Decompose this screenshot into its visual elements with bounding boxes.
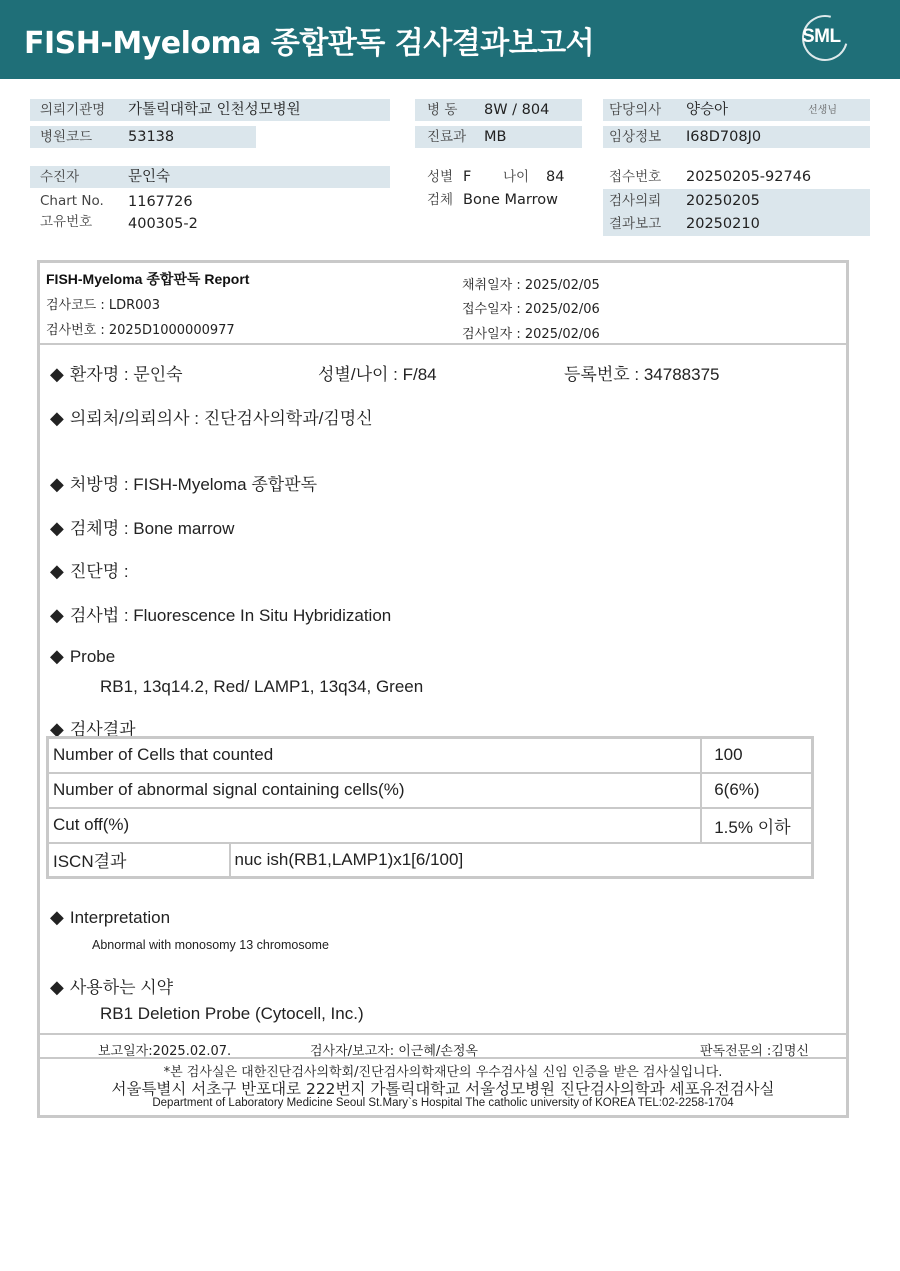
diamond-icon: ◆ xyxy=(50,474,64,494)
report-header xyxy=(0,0,900,79)
doctor-suffix: 선생님 xyxy=(808,105,837,116)
hospital-value: 가톨릭대학교 인천성모병원 xyxy=(128,102,301,118)
sex-age: 성별/나이 : F/84 xyxy=(318,365,437,384)
receipt-label: 접수번호 xyxy=(609,169,662,185)
code-label: 병원코드 xyxy=(40,129,93,145)
chart-label: Chart No. xyxy=(40,193,104,209)
diamond-icon: ◆ xyxy=(50,605,64,625)
referrer: 의뢰처/의뢰의사 : 진단검사의학과/김명신 xyxy=(69,409,373,428)
test-date: 검사일자 : 2025/02/06 xyxy=(462,327,600,342)
report-notes xyxy=(40,1057,846,1115)
address-note: 서울특별시 서초구 반포대로 222번지 가톨릭대학교 서울성모병원 진단검사의학과 세포유전검사실 xyxy=(111,1080,775,1098)
sex-label: 성별 xyxy=(427,169,454,185)
diagnosis-line xyxy=(50,557,129,582)
table-cell: 100 xyxy=(701,738,812,773)
table-row xyxy=(48,738,813,773)
table-row xyxy=(48,808,813,843)
clinical-value: I68D708J0 xyxy=(686,129,762,145)
doctor-value: 양승아 xyxy=(686,102,729,118)
test-number: 검사번호 : 2025D1000000977 xyxy=(46,323,235,338)
age-value: 84 xyxy=(546,169,565,185)
prescription-line xyxy=(50,470,317,495)
table-cell: Cut off(%) xyxy=(48,808,702,843)
diamond-icon: ◆ xyxy=(50,907,64,927)
result-value: 20250210 xyxy=(686,216,760,232)
table-cell: ISCN결과 xyxy=(48,843,230,878)
interpretation-title: Interpretation xyxy=(69,908,171,927)
method-line xyxy=(50,601,391,626)
department-note: Department of Laboratory Medicine Seoul St.Mary`s Hospital The catholic university of KOREA TEL:02-2258-1704 xyxy=(152,1097,734,1109)
diamond-icon: ◆ xyxy=(50,561,64,581)
patient-value: 문인숙 xyxy=(128,169,171,185)
diagnosis: 진단명 : xyxy=(69,562,129,581)
certification-note: *본 검사실은 대한진단검사의학회/진단검사의학재단의 우수검사실 신임 인증을 받은 검사실입니다. xyxy=(163,1065,723,1080)
page-title: FISH-Myeloma 종합판독 검사결과보고서 xyxy=(24,26,595,61)
info-bar xyxy=(30,166,390,188)
ward-label: 병 동 xyxy=(427,102,458,118)
reagent-detail: RB1 Deletion Probe (Cytocell, Inc.) xyxy=(100,1004,364,1023)
registration-number: 등록번호 : 34788375 xyxy=(564,365,720,384)
reagent-title: 사용하는 시약 xyxy=(69,978,174,997)
probe-title: Probe xyxy=(69,647,116,666)
result-label: 결과보고 xyxy=(609,216,662,232)
ward-value: 8W / 804 xyxy=(484,102,550,118)
method: 검사법 : Fluorescence In Situ Hybridization xyxy=(69,606,392,625)
age-label: 나이 xyxy=(503,169,530,185)
dept-value: MB xyxy=(484,129,507,145)
sml-logo-icon xyxy=(798,13,856,65)
patient-label: 수진자 xyxy=(40,169,80,185)
request-label: 검사의뢰 xyxy=(609,193,662,209)
report-date: 보고일자:2025.02.07. xyxy=(98,1044,232,1059)
interpretation-detail: Abnormal with monosomy 13 chromosome xyxy=(92,938,329,952)
specimen-name: 검체명 : Bone marrow xyxy=(69,519,235,538)
diamond-icon: ◆ xyxy=(50,646,64,666)
receipt-value: 20250205-92746 xyxy=(686,169,812,185)
diamond-icon: ◆ xyxy=(50,719,64,739)
sex-value: F xyxy=(463,169,472,185)
tester: 검사자/보고자: 이근혜/손정옥 xyxy=(310,1044,478,1059)
logo-text: SML xyxy=(802,26,841,47)
probe-line xyxy=(50,646,115,667)
probe-detail: RB1, 13q14.2, Red/ LAMP1, 13q34, Green xyxy=(100,677,424,696)
interpretation-line xyxy=(50,907,170,928)
patient-name-line xyxy=(50,360,183,385)
table-cell: Number of Cells that counted xyxy=(48,738,702,773)
report-footer xyxy=(40,1033,846,1057)
diamond-icon: ◆ xyxy=(50,518,64,538)
diamond-icon: ◆ xyxy=(50,364,64,384)
hospital-label: 의뢰기관명 xyxy=(40,102,106,118)
unique-value: 400305-2 xyxy=(128,216,198,232)
report-box xyxy=(37,260,849,1118)
doctor-label: 담당의사 xyxy=(609,102,662,118)
clinical-label: 임상정보 xyxy=(609,129,662,145)
diamond-icon: ◆ xyxy=(50,977,64,997)
table-row xyxy=(48,773,813,808)
prescription: 처방명 : FISH-Myeloma 종합판독 xyxy=(69,475,318,494)
reagent-line xyxy=(50,973,173,998)
chart-value: 1167726 xyxy=(128,194,193,210)
referrer-line xyxy=(50,404,373,429)
patient-name: 환자명 : 문인숙 xyxy=(69,365,183,384)
report-head xyxy=(40,263,846,345)
diamond-icon: ◆ xyxy=(50,408,64,428)
request-value: 20250205 xyxy=(686,193,760,209)
report-title: FISH-Myeloma 종합판독 Report xyxy=(46,271,250,287)
result-table xyxy=(46,736,814,879)
table-cell: Number of abnormal signal containing cells(%) xyxy=(48,773,702,808)
specimen-line xyxy=(50,514,234,539)
table-cell: nuc ish(RB1,LAMP1)x1[6/100] xyxy=(230,843,813,878)
receipt-date: 접수일자 : 2025/02/06 xyxy=(462,302,600,317)
test-code: 검사코드 : LDR003 xyxy=(46,298,160,313)
code-value: 53138 xyxy=(128,129,175,145)
reviewer: 판독전문의 :김명신 xyxy=(700,1044,809,1059)
table-row xyxy=(48,843,813,878)
result-title: 검사결과 xyxy=(69,720,136,739)
dept-label: 진료과 xyxy=(427,129,467,145)
specimen-label: 검체 xyxy=(427,192,454,208)
specimen-value: Bone Marrow xyxy=(463,192,559,208)
collect-date: 채취일자 : 2025/02/05 xyxy=(462,278,600,293)
table-cell: 6(6%) xyxy=(701,773,812,808)
unique-label: 고유번호 xyxy=(40,214,93,230)
table-cell: 1.5% 이하 xyxy=(701,808,812,843)
